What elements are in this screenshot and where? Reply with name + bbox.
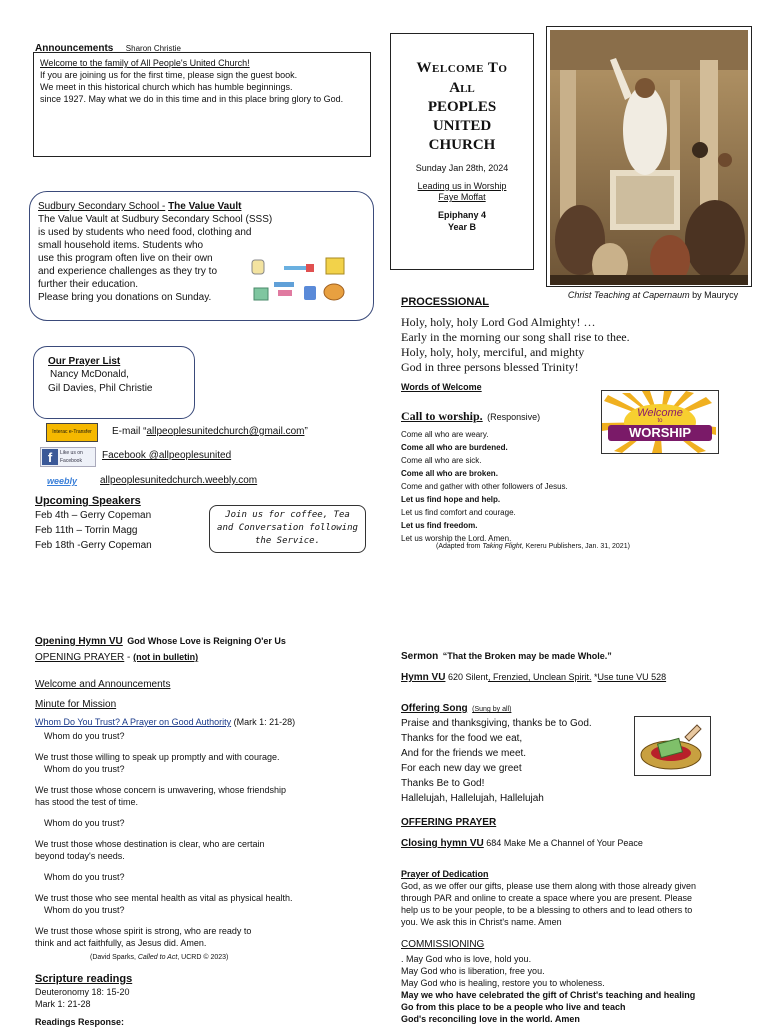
facebook-badge-text: Like us on Facebook (60, 450, 83, 464)
processional-line: Early in the morning our song shall rise to thee. (401, 330, 630, 344)
email-label: E-mail “ (112, 426, 147, 437)
offering-prayer: OFFERING PRAYER (401, 817, 497, 828)
mission-prayer-lines (35, 730, 292, 949)
offering-song-label: Offering Song (401, 703, 468, 714)
call-to-worship-line: Come all who are weary. (401, 430, 489, 439)
email-link[interactable]: allpeoplesunitedchurch@gmail.com (146, 426, 305, 437)
leading-label: Leading us in Worship (417, 181, 507, 191)
mission-prayer-line: think and act faithfully, as Jesus did. Amen. (35, 938, 207, 948)
credit-pre: (Adapted from (436, 543, 483, 550)
value-vault-heading (38, 200, 373, 213)
mission-prayer-line: We trust those willing to speak up promptly and with courage. (35, 752, 280, 762)
processional-section (401, 295, 630, 375)
call-to-worship-line: Come all who are broken. (401, 469, 498, 478)
dedication-line: God, as we offer our gifts, please use them along with those already given (401, 881, 697, 891)
value-vault-line: Please bring you donations on Sunday. (38, 292, 212, 303)
readings-response: Readings Response: (35, 1017, 125, 1027)
welcome-announcements: Welcome and Announcements (35, 679, 171, 690)
offering-plate-icon (635, 717, 710, 775)
sermon (401, 646, 612, 664)
school-name: Sudbury Secondary School - (38, 201, 166, 212)
commissioning-line: . May God who is love, hold you. (401, 954, 532, 964)
weebly-icon: weebly (47, 476, 78, 486)
call-to-worship-line: Come all who are sick. (401, 456, 482, 465)
mission-prayer-line: Whom do you trust? (44, 872, 125, 882)
commissioning-heading: COMMISSIONING (401, 939, 485, 950)
caption-by: by Maurycy (692, 290, 739, 300)
announcement-line: We meet in this historical church which has humble beginnings. (40, 82, 293, 92)
call-to-worship-line: Come and gather with other followers of Jesus. (401, 482, 568, 491)
commissioning-line: Go from this place to be a people who live and teach (401, 1002, 626, 1012)
prayer-list-box (33, 346, 195, 419)
commissioning-lines (401, 953, 695, 1025)
announcements-box (33, 52, 371, 157)
processional-line: Holy, holy, holy Lord God Almighty! … (401, 315, 596, 329)
announcement-line: If you are joining us for the first time, please sign the guest book. (40, 70, 298, 80)
email-contact (112, 426, 308, 437)
mission-prayer-line: Whom do you trust? (44, 764, 125, 774)
liturgical-season: Epiphany 4 (437, 210, 486, 220)
value-vault-title: The Value Vault (168, 201, 242, 212)
hymn-label: Hymn VU (401, 672, 446, 683)
call-to-worship-lines (401, 428, 568, 545)
scripture-reading: Deuteronomy 18: 15-20 (35, 987, 130, 997)
value-vault-box (29, 191, 374, 321)
prayer-list-line: Gil Davies, Phil Christie (48, 383, 153, 394)
welcome-line2: All (449, 80, 475, 96)
scripture-heading: Scripture readings (35, 973, 133, 985)
badge-welcome-text: Welcome (637, 407, 683, 419)
welcome-box (390, 33, 534, 270)
mission-prayer-line: We trust those whose spirit is strong, who are ready to (35, 926, 252, 936)
welcome-line4: UNITED (432, 118, 492, 134)
mission-prayer-line: Whom do you trust? (44, 905, 125, 915)
commissioning-line: May God who is liberation, free you. (401, 966, 545, 976)
hymn (401, 672, 666, 683)
announcements-author: Sharon Christie (125, 44, 181, 53)
call-to-worship-line: Let us find freedom. (401, 521, 478, 530)
sermon-title: “That the Broken may be made Whole.” (442, 651, 612, 661)
mission-prayer-line: Whom do you trust? (44, 731, 125, 741)
prayer-list-heading: Our Prayer List (48, 356, 121, 367)
badge-worship-text: WORSHIP (608, 425, 712, 441)
credit-post: , Kereru Publishers, Jan. 31, 2021) (521, 543, 630, 550)
prayer-credit (90, 954, 228, 961)
announcements-heading: Announcements (35, 43, 114, 54)
offering-plate-frame (634, 716, 711, 776)
commissioning-line: May we who have celebrated the gift of Christ's teaching and healing (401, 990, 696, 1000)
hymn-title: , Frenzied, Unclean Spirit. (487, 672, 592, 682)
mission-prayer-line: We trust those whose concern is unwavering, whose friendship (35, 785, 286, 795)
facebook-link[interactable]: Facebook @allpeoplesunited (102, 450, 232, 461)
value-vault-line: use this program often live on their own (38, 253, 213, 264)
sermon-label: Sermon (401, 651, 439, 662)
prayer-list-line: Nancy McDonald, (50, 369, 129, 380)
hymn-star: * (591, 672, 598, 682)
call-to-worship-credit (436, 543, 630, 550)
call-to-worship-line: Let us worship the Lord. Amen. (401, 534, 512, 543)
processional-line: Holy, holy, holy, merciful, and mighty (401, 345, 585, 359)
hymn-number: 620 Silent (445, 672, 488, 682)
speakers-heading: Upcoming Speakers (35, 495, 141, 507)
minute-for-mission: Minute for Mission (35, 699, 117, 710)
worship-leader: Faye Moffat (438, 192, 486, 202)
mission-prayer-line: has stood the test of time. (35, 797, 139, 807)
painting-frame (546, 26, 752, 287)
opening-hymn (35, 631, 286, 649)
mission-prayer-ref: (Mark 1: 21-28) (233, 717, 296, 727)
offering-line: For each new day we greet (401, 763, 522, 774)
dedication-heading: Prayer of Dedication (401, 869, 489, 879)
mission-prayer-heading (35, 717, 295, 727)
service-date: Sunday Jan 28th, 2024 (415, 163, 509, 173)
mission-prayer-line: We trust those who see mental health as vital as physical health. (35, 893, 293, 903)
liturgical-year: Year B (447, 222, 477, 232)
coffee-note: Join us for coffee, Tea and Conversation following the Service. (209, 505, 366, 553)
welcome-to-worship-badge (601, 390, 719, 454)
call-to-worship-heading (401, 407, 540, 425)
credit-title: Taking Flight (482, 543, 522, 550)
announcement-line: since 1927. May what we do in this time and in this place bring glory to God. (40, 94, 344, 104)
scripture-section (35, 972, 132, 1029)
welcome-line3: PEOPLES (427, 99, 497, 115)
household-items-icon (248, 254, 354, 306)
facebook-icon: f (42, 449, 58, 465)
processional-heading: PROCESSIONAL (401, 296, 490, 308)
offering-line: And for the friends we meet. (401, 748, 527, 759)
call-to-worship-line: Come all who are burdened. (401, 443, 508, 452)
opening-hymn-title: God Whose Love is Reigning O'er Us (127, 636, 286, 646)
mission-prayer-line: We trust those whose destination is clear, who are certain (35, 839, 265, 849)
processional-line: God in three persons blessed Trinity! (401, 360, 579, 374)
facebook-badge (40, 447, 96, 467)
welcome-line1: Welcome To (416, 60, 508, 76)
value-vault-line: small household items. Students who (38, 240, 204, 251)
scripture-reading: Mark 1: 21-28 (35, 999, 91, 1009)
opening-prayer-label: OPENING PRAYER (35, 652, 125, 663)
mission-prayer-line: beyond today's needs. (35, 851, 125, 861)
dedication-line: through PAR and online to create a space where you are present. Please (401, 893, 693, 903)
mission-prayer-line: Whom do you trust? (44, 818, 125, 828)
hymn-tune: Use tune VU 528 (597, 672, 667, 682)
closing-hymn-label: Closing hymn VU (401, 838, 484, 849)
offering-line: Thanks Be to God! (401, 778, 485, 789)
speakers-section (35, 494, 152, 553)
offering-song-section (401, 698, 592, 806)
prayer-credit-pre: (David Sparks, (90, 954, 138, 961)
value-vault-line: and experience challenges as they try to (38, 266, 217, 277)
value-vault-line: further their education. (38, 279, 139, 290)
commissioning-line: God's reconciling love in the world. Amen (401, 1014, 580, 1024)
words-of-welcome: Words of Welcome (401, 382, 482, 392)
commissioning-line: May God who is healing, restore you to wholeness. (401, 978, 605, 988)
prayer-credit-title: Called to Act (137, 954, 178, 961)
dedication-section (401, 868, 696, 928)
value-vault-line: The Value Vault at Sudbury Secondary School (SSS) (38, 214, 273, 225)
welcome-line5: CHURCH (428, 137, 496, 153)
etransfer-icon: Interac e-Transfer (46, 423, 98, 442)
email-end: ” (304, 426, 308, 437)
value-vault-line: is used by students who need food, clothing and (38, 227, 252, 238)
call-to-worship-line: Let us find hope and help. (401, 495, 501, 504)
closing-hymn-title: 684 Make Me a Channel of Your Peace (483, 838, 643, 848)
mission-prayer-title[interactable]: Whom Do You Trust? A Prayer on Good Authority (35, 717, 232, 727)
badge-to-text: to (657, 418, 663, 424)
offering-line: Thanks for the food we eat, (401, 733, 523, 744)
opening-hymn-label: Opening Hymn VU (35, 636, 123, 647)
call-to-worship-line: Let us find comfort and courage. (401, 508, 516, 517)
opening-prayer-note: (not in bulletin) (133, 652, 199, 662)
speaker-item: Feb 18th -Gerry Copeman (35, 540, 152, 551)
offering-line: Hallelujah, Hallelujah, Hallelujah (401, 793, 544, 804)
call-to-worship-title: Call to worship. (401, 409, 483, 423)
christ-teaching-painting (550, 30, 748, 285)
website-link[interactable]: allpeoplesunitedchurch.weebly.com (100, 475, 258, 486)
announcement-line: Welcome to the family of All People's United Church! (40, 58, 250, 68)
offering-line: Praise and thanksgiving, thanks be to God. (401, 718, 592, 729)
dedication-line: you. We ask this in Christ's name. Amen (401, 917, 562, 927)
caption-title: Christ Teaching at Capernaum (567, 290, 690, 300)
speaker-item: Feb 11th – Torrin Magg (35, 525, 138, 536)
closing-hymn (401, 838, 643, 849)
opening-prayer (35, 652, 198, 663)
offering-song-note: (Sung by all) (472, 706, 512, 713)
dedication-line: help us to be your people, to be a blessing to others and to lead others to (401, 905, 693, 915)
opening-prayer-dash: - (124, 652, 134, 663)
speaker-item: Feb 4th – Gerry Copeman (35, 510, 152, 521)
prayer-credit-post: , UCRD © 2023) (177, 954, 229, 961)
call-to-worship-note: (Responsive) (487, 412, 541, 422)
